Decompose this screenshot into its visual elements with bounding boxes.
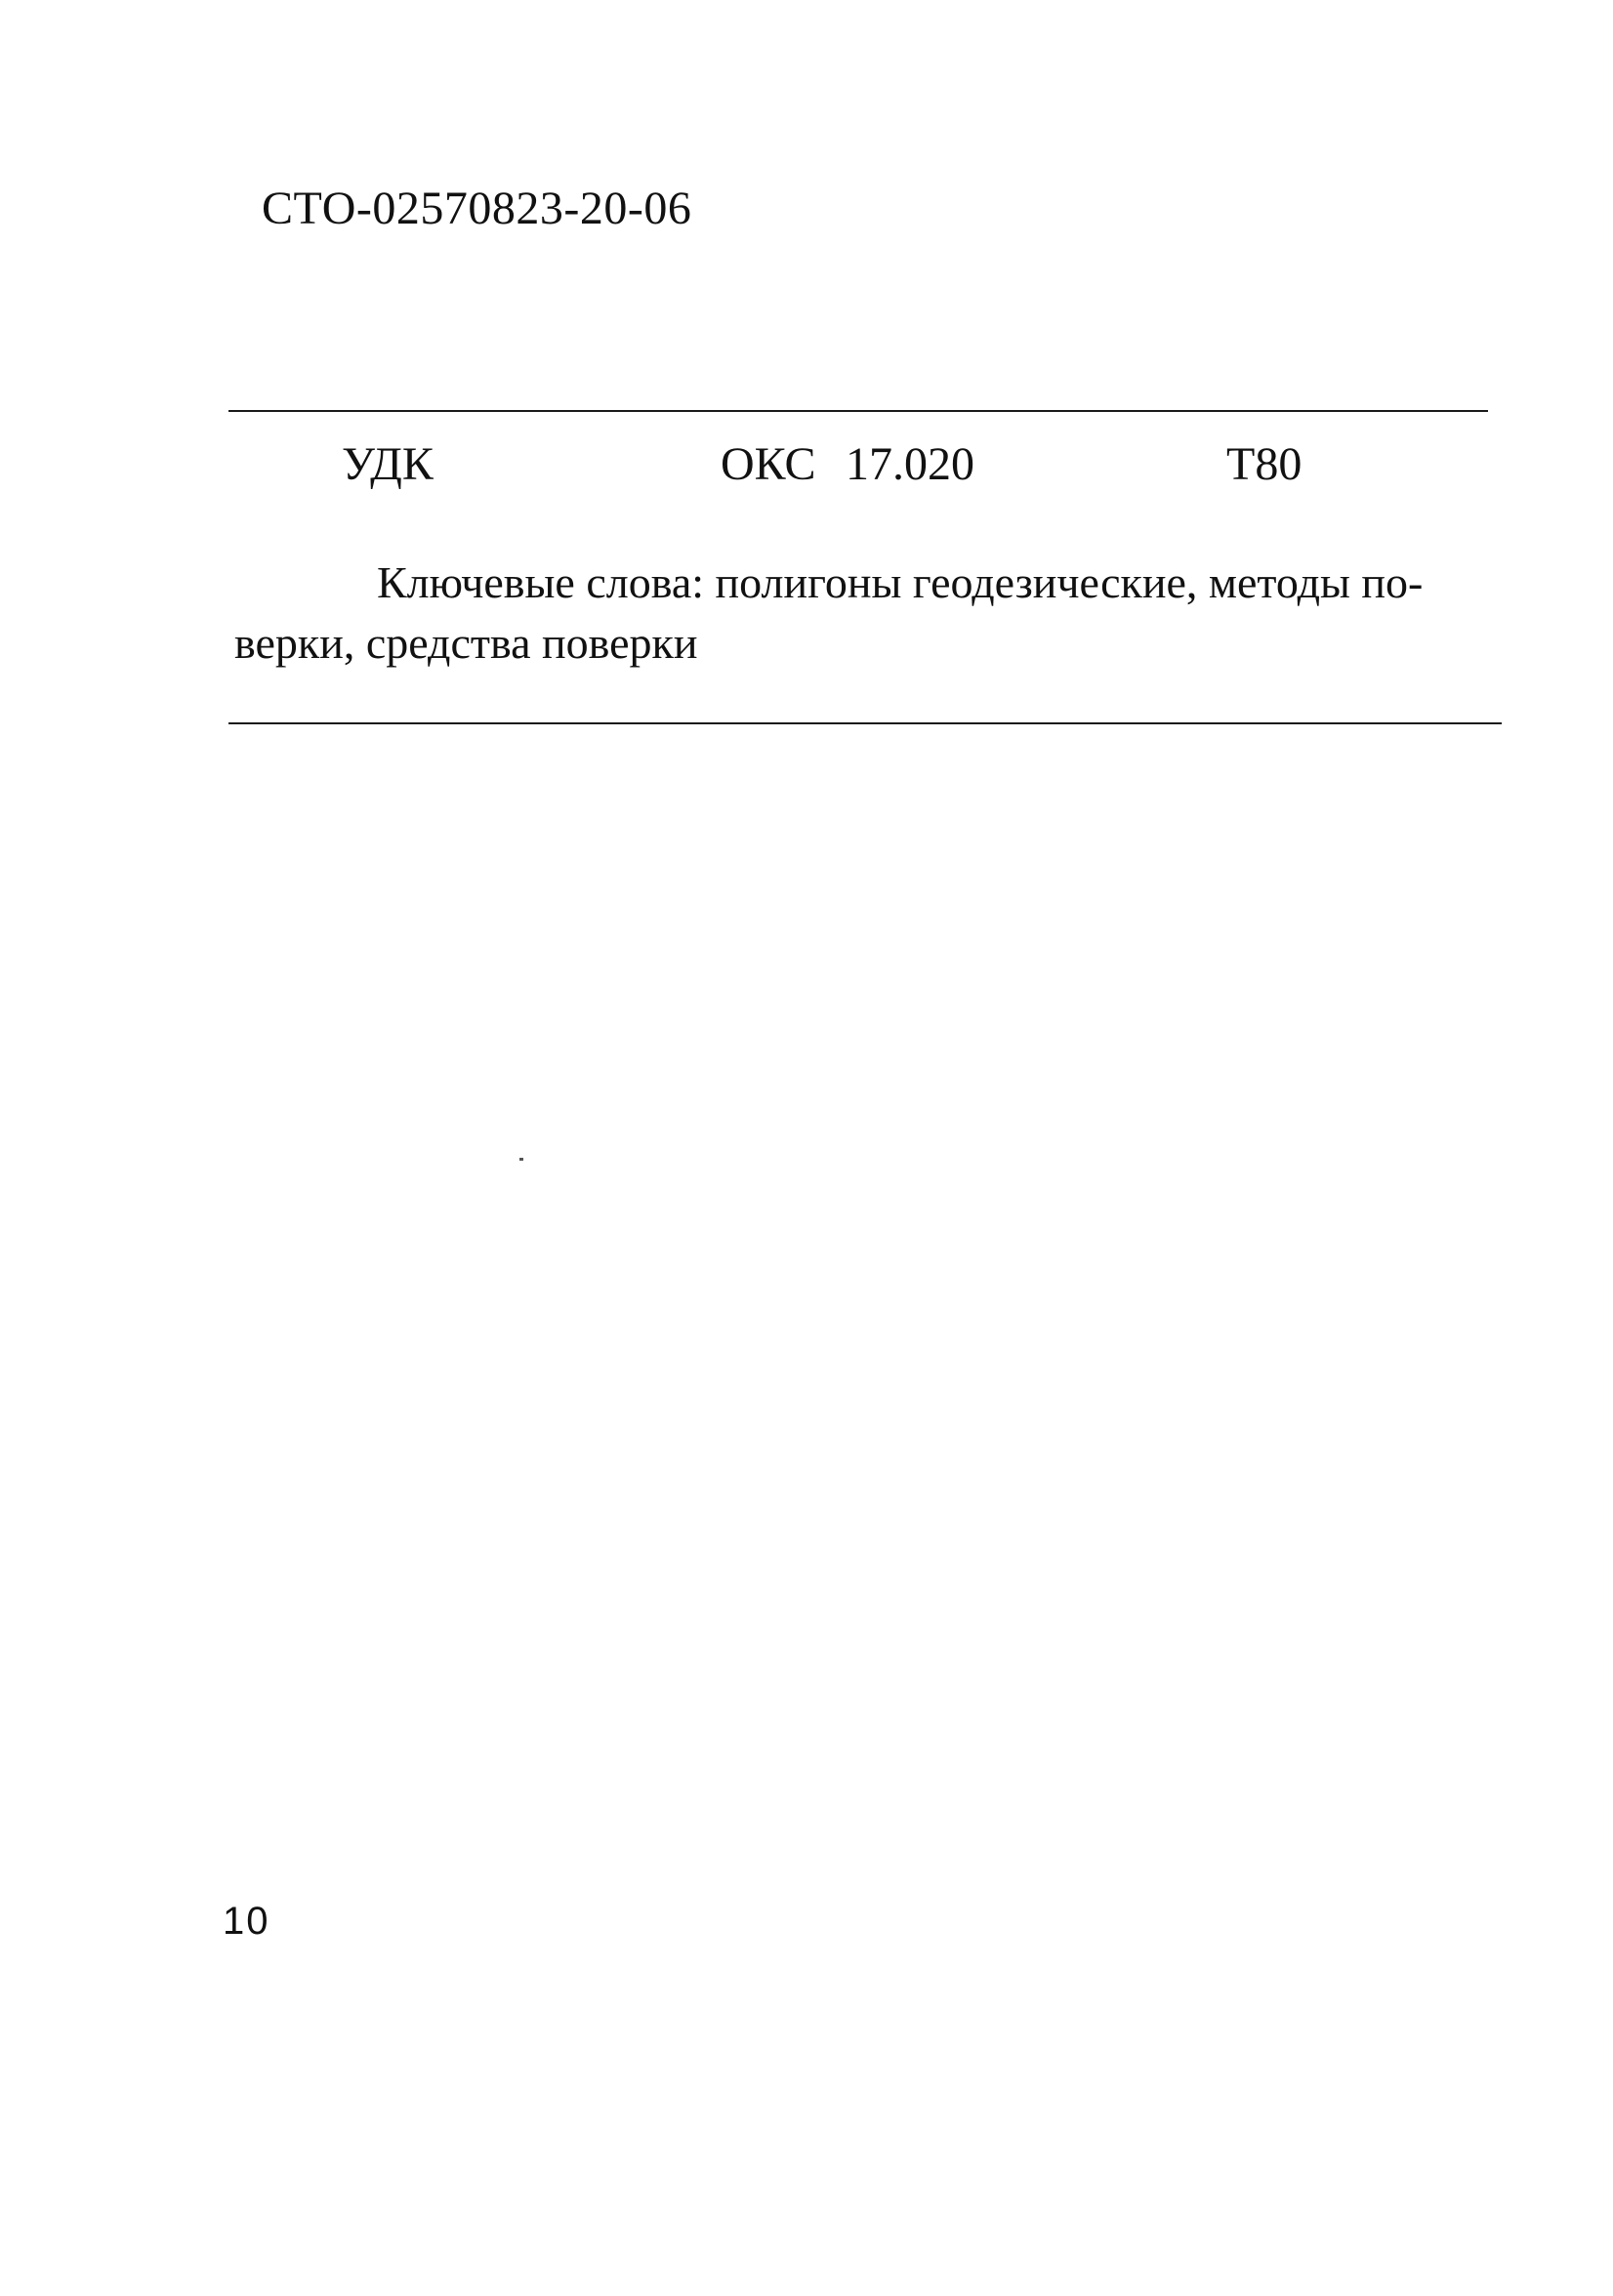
document-code: СТО-02570823-20-06	[262, 183, 692, 234]
page-number: 10	[223, 1900, 270, 1943]
udk-label: УДК	[342, 438, 434, 490]
t-code: Т80	[1226, 438, 1303, 490]
keywords-paragraph	[234, 553, 1504, 674]
classification-row	[0, 437, 1613, 496]
scan-speck	[519, 1158, 523, 1161]
keywords-line-2: верки, средства поверки	[234, 618, 698, 668]
keywords-line-1: Ключевые слова: полигоны геодезические, методы по-	[377, 557, 1424, 607]
bottom-divider	[228, 722, 1502, 724]
oks-code: 17.020	[846, 438, 974, 490]
oks-label: ОКС	[721, 438, 816, 490]
top-divider	[228, 410, 1488, 412]
